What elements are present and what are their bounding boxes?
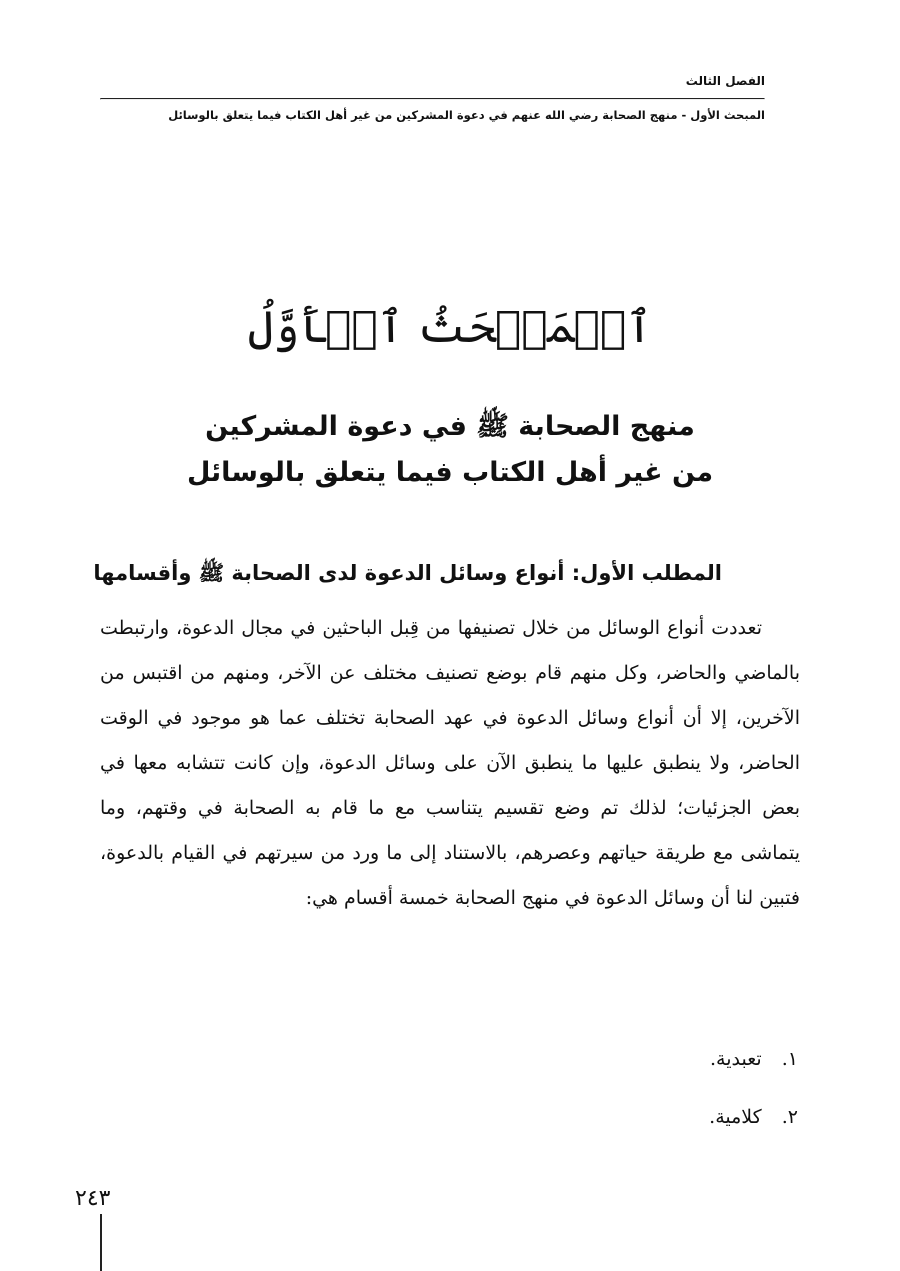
main-title-line-1: منهج الصحابة ﷺ في دعوة المشركين: [205, 411, 695, 442]
list-item-text: تعبدية.: [710, 1048, 762, 1070]
running-head: [100, 72, 765, 124]
body-paragraph: تعددت أنواع الوسائل من خلال تصنيفها من قِبل الباحثين في مجال الدعوة، وارتبطت بالماضي والحاضر، وكل منهم قام بوضع تصنيف مختلف عن الآخر، ومنهم من اقتبس من الآخرين، إلا أن أنواع وسائل الدعوة في عهد الصحابة تختلف عما هو موجود في الوقت الحاضر، ولا ينطبق عليها ما ينطبق الآن على وسائل الدعوة، وإن كانت تتشابه معها في بعض الجزئيات؛ لذلك تم وضع تقسيم يتناسب مع ما قام به الصحابة في وقتهم، وما يتماشى مع طريقة حياتهم وعصرهم، بالاستناد إلى ما ورد من سيرتهم في القيام بالدعوة، فتبين لنا أن وسائل الدعوة في منهج الصحابة خمسة أقسام هي:: [100, 617, 800, 909]
list-item: [100, 1030, 798, 1088]
page-number: ٢٤٣: [75, 1186, 111, 1211]
list-item-number: ١.: [781, 1048, 798, 1070]
main-title-line-2: من غير أهل الكتاب فيما يتعلق بالوسائل: [186, 457, 714, 488]
list-item: [100, 1088, 798, 1146]
main-title: [0, 404, 900, 496]
chapter-name: الفصل الثالث: [685, 74, 765, 88]
list-item-text: كلامية.: [709, 1106, 762, 1128]
running-section-title: المبحث الأول - منهج الصحابة رضي الله عنهم في دعوة المشركين من غير أهل الكتاب فيما يتعلق بالوسائل: [168, 108, 765, 122]
header-divider: [100, 98, 765, 100]
section-heading: ٱلۡمَبۡحَثُ ٱلۡأَوَّلُ: [247, 302, 653, 353]
subsection-title: المطلب الأول: أنواع وسائل الدعوة لدى الصحابة ﷺ وأقسامها: [93, 561, 722, 585]
margin-rule: [100, 1214, 102, 1271]
types-list: [100, 1030, 798, 1146]
list-item-number: ٢.: [781, 1106, 798, 1128]
